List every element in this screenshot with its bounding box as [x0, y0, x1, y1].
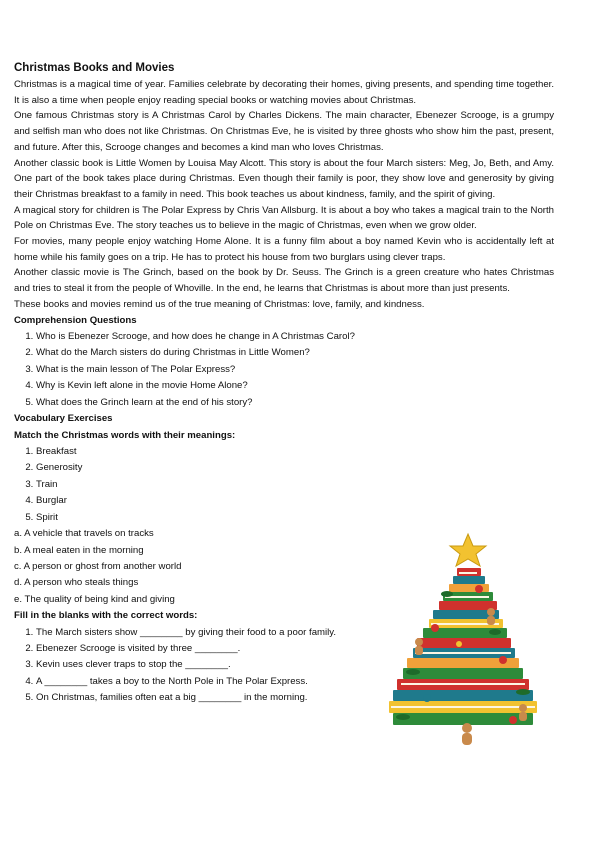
- list-item: 1. The March sisters show ________ by giving their food to a poor family.: [36, 625, 554, 641]
- book-tree-illustration: [383, 532, 543, 747]
- paragraph-polar-express: A magical story for children is The Polar Express by Chris Van Allsburg. It is about a boy who takes a magical train to the North Pole on Christmas Eve. The story teaches us to believe in the magic of Christmas, even when we grow older.: [14, 204, 554, 232]
- list-item: 4. Burglar: [36, 493, 554, 509]
- list-item: 5. What does the Grinch learn at the end of his story?: [36, 395, 554, 411]
- page-title: Christmas Books and Movies: [14, 62, 175, 74]
- paragraph-intro: Christmas is a magical time of year. Families celebrate by decorating their homes, giving presents, and spending time together. It is also a time when people enjoy reading special books or watching movies about Christmas.: [14, 79, 554, 106]
- list-item: 3. Train: [36, 477, 554, 493]
- star-icon: [450, 534, 486, 566]
- list-item: c. A person or ghost from another world: [14, 560, 182, 572]
- list-item: 3. Kevin uses clever traps to stop the ________.: [36, 657, 554, 673]
- list-item: d. A person who steals things: [14, 577, 139, 589]
- list-item: a. A vehicle that travels on tracks: [14, 528, 154, 540]
- book-stack: [389, 568, 537, 725]
- list-item: 2. Generosity: [36, 460, 554, 476]
- comprehension-heading: Comprehension Questions: [14, 314, 137, 326]
- paragraph-grinch: Another classic movie is The Grinch, based on the book by Dr. Seuss. The Grinch is a green creature who hates Christmas and tries to steal it from the people of Whoville. In the end, he learns that Christmas is about more than just presents.: [14, 267, 554, 295]
- fill-heading: Fill in the blanks with the correct words:: [14, 610, 198, 622]
- vocabulary-word-list: [14, 444, 554, 526]
- list-item: 1. Who is Ebenezer Scrooge, and how does he change in A Christmas Carol?: [36, 329, 554, 345]
- paragraph-home-alone: For movies, many people enjoy watching Home Alone. It is a funny film about a boy named Kevin who is accidentally left at home while his family goes on a trip. He has to protect his house from two burglars using clever traps.: [14, 236, 554, 263]
- match-heading: Match the Christmas words with their meanings:: [14, 429, 236, 441]
- list-item: 4. Why is Kevin left alone in the movie Home Alone?: [36, 378, 554, 394]
- paragraph-conclusion: These books and movies remind us of the true meaning of Christmas: love, family, and kindness.: [14, 298, 425, 310]
- list-item: 5. On Christmas, families often eat a big ________ in the morning.: [36, 690, 554, 706]
- list-item: b. A meal eaten in the morning: [14, 544, 144, 556]
- list-item: e. The quality of being kind and giving: [14, 593, 175, 605]
- list-item: 4. A ________ takes a boy to the North Pole in The Polar Express.: [36, 674, 554, 690]
- vocabulary-heading: Vocabulary Exercises: [14, 413, 113, 425]
- comprehension-list: [14, 329, 554, 411]
- list-item: 3. What is the main lesson of The Polar Express?: [36, 362, 554, 378]
- list-item: 2. Ebenezer Scrooge is visited by three ________.: [36, 641, 554, 657]
- paragraph-christmas-carol: One famous Christmas story is A Christmas Carol by Charles Dickens. The main character, Ebenezer Scrooge, is a grumpy and selfish man who does not like Christmas. On Christmas Eve, he is visited by three ghosts who show him the past, present, and future. After this, Scrooge changes and becomes a kind man who loves Christmas.: [14, 110, 554, 153]
- list-item: 2. What do the March sisters do during Christmas in Little Women?: [36, 345, 554, 361]
- list-item: 5. Spirit: [36, 510, 554, 526]
- list-item: 1. Breakfast: [36, 444, 554, 460]
- paragraph-little-women: Another classic book is Little Women by Louisa May Alcott. This story is about the four March sisters: Meg, Jo, Beth, and Amy. One part of the book takes place during Christmas. Even though their family is poor, they show love and generosity by giving their Christmas breakfast to a family in need. This book teaches us about kindness, family, and the spirit of giving.: [14, 157, 554, 200]
